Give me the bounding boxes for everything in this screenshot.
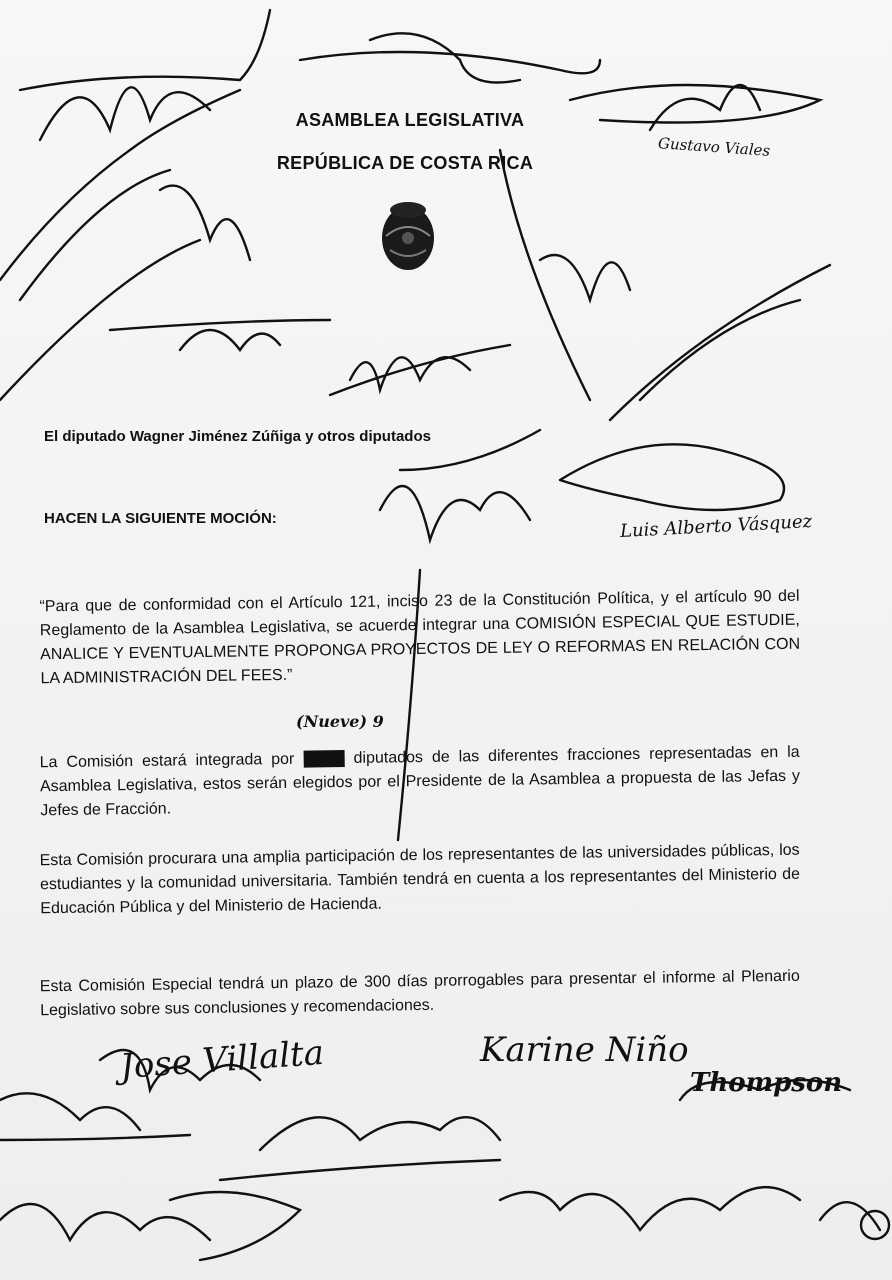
p2-before: La Comisión estará integrada por	[39, 750, 295, 772]
intro-line: El diputado Wagner Jiménez Zúñiga y otros diputados	[44, 428, 431, 445]
handwritten-correction: (Nueve) 9	[296, 712, 384, 731]
signature-villalta: Jose Villalta	[118, 1032, 326, 1088]
p2-after: diputados de las diferentes fracciones representadas en la Asamblea Legislativa, estos serán elegidos por el Presidente de la Asamblea a propuesta de las Jefas y Jefes de Fracción.	[39, 743, 801, 820]
motion-heading: HACEN LA SIGUIENTE MOCIÓN:	[44, 510, 277, 527]
signature-thompson: Thompson	[690, 1068, 843, 1098]
motion-paragraph-3: Esta Comisión procurara una amplia participación de los representantes de las universidades públicas, los estudiantes y la comunidad universitaria. También tendrá en cuenta a los representantes del Ministerio de Educación Pública y del Ministerio de Hacienda.	[39, 841, 801, 918]
motion-paragraph-1: “Para que de conformidad con el Artículo 121, inciso 23 de la Constitución Política, y el artículo 90 del Reglamento de la Asamblea Legislativa, se acuerde integrar una COMISIÓN ESPECIAL QUE ESTUDIE, ANALICE Y EVENTUALMENTE PROPONGA PROYECTOS DE LEY O REFORMAS EN RELACIÓN CON LA ADMINISTRACIÓN DEL FEES.”	[39, 587, 801, 688]
motion-paragraph-2	[40, 741, 801, 824]
struck-number: cinco	[305, 750, 343, 768]
coat-of-arms-icon	[372, 198, 444, 274]
header-subtitle: REPÚBLICA DE COSTA RICA	[276, 153, 534, 173]
signature-luis: Luis Alberto Vásquez	[619, 510, 813, 543]
signature-gustavo: Gustavo Viales	[657, 134, 771, 160]
signature-nino: Karine Niño	[480, 1030, 689, 1070]
header-title: ASAMBLEA LEGISLATIVA	[295, 110, 525, 130]
motion-paragraph-4: Esta Comisión Especial tendrá un plazo de 300 días prorrogables para presentar el informe al Plenario Legislativo sobre sus conclusiones y recomendaciones.	[39, 967, 800, 1020]
